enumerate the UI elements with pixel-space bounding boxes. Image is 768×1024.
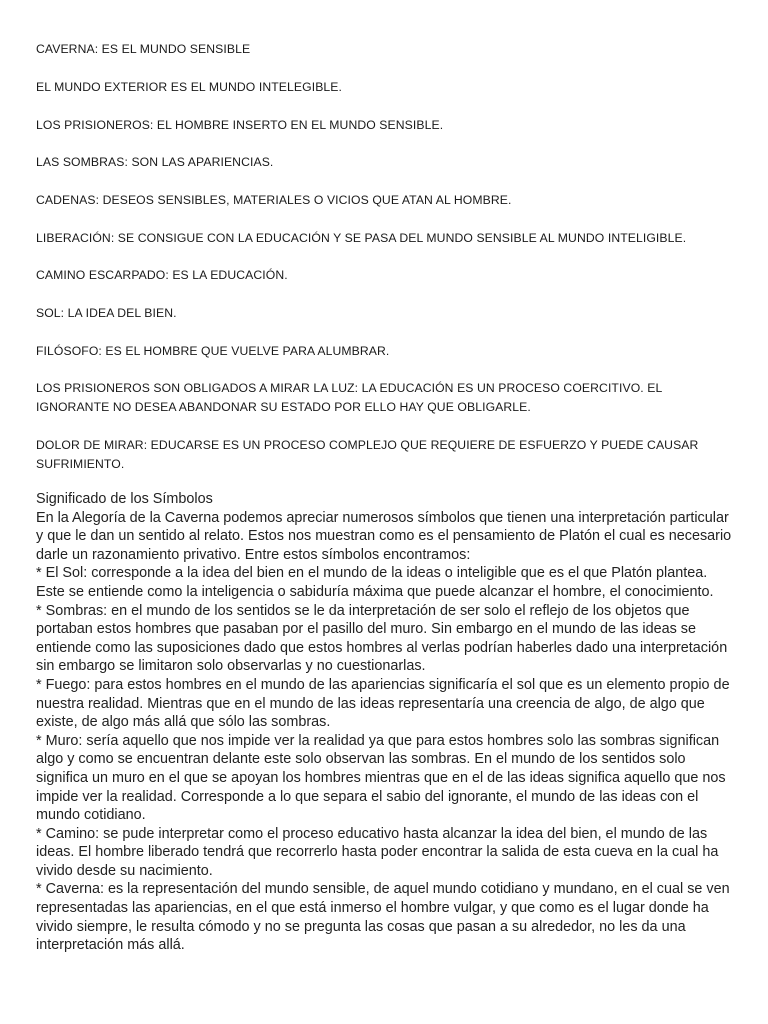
section-intro: En la Alegoría de la Caverna podemos apreciar numerosos símbolos que tienen una interpretación particular y que le dan un sentido al relato. Estos nos muestran como es el pensamiento de Platón el cual es necesario darle un razonamiento privativo. Entre estos símbolos encontramos: <box>36 509 732 563</box>
definition-sol: SOL: LA IDEA DEL BIEN. <box>36 306 177 320</box>
section-heading: Significado de los Símbolos <box>36 491 213 507</box>
definition-mundo-exterior: EL MUNDO EXTERIOR ES EL MUNDO INTELEGIBLE. <box>36 80 343 94</box>
definition-prisioneros: LOS PRISIONEROS: EL HOMBRE INSERTO EN EL MUNDO SENSIBLE. <box>36 118 444 132</box>
symbols-section <box>36 490 736 955</box>
symbol-item-sol: * El Sol: corresponde a la idea del bien en el mundo de la ideas o inteligible que es el que Platón plantea. Este se entiende como la inteligencia o sabiduría máxima que puede alcanzar el hombre, el conocimiento. <box>36 565 714 600</box>
symbol-item-fuego: * Fuego: para estos hombres en el mundo de las apariencias significaría el sol que es un elemento propio de nuestra realidad. Mientras que en el mundo de las ideas representaría una creencia de algo, de algo que existe, de algo más allá que sólo las sombras. <box>36 676 730 731</box>
definition-cadenas: CADENAS: DESEOS SENSIBLES, MATERIALES O VICIOS QUE ATAN AL HOMBRE. <box>36 193 512 207</box>
definition-caverna: CAVERNA: ES EL MUNDO SENSIBLE <box>36 42 251 56</box>
definition-sombras: LAS SOMBRAS: SON LAS APARIENCIAS. <box>36 155 274 169</box>
symbol-item-sombras: * Sombras: en el mundo de los sentidos se le da interpretación de ser solo el reflejo de los objetos que portaban estos hombres que pasaban por el pasillo del muro. Sin embargo en el mundo de las ideas se entiende como las suposiciones dado que estos hombres al verlas podrían haberles dado una interpretación sin embargo se limitaron solo observarlas y no cuestionarlas. <box>36 602 728 675</box>
definition-liberacion: LIBERACIÓN: SE CONSIGUE CON LA EDUCACIÓN Y SE PASA DEL MUNDO SENSIBLE AL MUNDO INTELIGIBLE. <box>36 231 687 245</box>
symbol-item-muro: * Muro: sería aquello que nos impide ver la realidad ya que para estos hombres solo las sombras significan algo y como se encuentran delante este solo observan las sombras. En el mundo de los sentidos solo significa un muro en el que se apoyan los hombres mientras que en el de las ideas significa aquello que nos impide ver la realidad. Corresponde a lo que separa el sabio del ignorante, el mundo de las ideas con el mundo cotidiano. <box>36 732 726 824</box>
definition-dolor-mirar: DOLOR DE MIRAR: EDUCARSE ES UN PROCESO COMPLEJO QUE REQUIERE DE ESFUERZO Y PUEDE CAUSAR SUFRIMIENTO. <box>36 438 699 471</box>
symbol-item-caverna: * Caverna: es la representación del mundo sensible, de aquel mundo cotidiano y mundano, en el cual se ven representadas las apariencias, en el que está inmerso el hombre vulgar, y que como es el lugar donde ha vivido siempre, le resulta cómodo y no se pregunta las cosas que pasan a su alrededor, no les da una interpretación más allá. <box>36 881 730 954</box>
definition-camino-escarpado: CAMINO ESCARPADO: ES LA EDUCACIÓN. <box>36 268 288 282</box>
definition-obligados-luz: LOS PRISIONEROS SON OBLIGADOS A MIRAR LA LUZ: LA EDUCACIÓN ES UN PROCESO COERCITIVO. EL IGNORANTE NO DESEA ABANDONAR SU ESTADO POR ELLO HAY QUE OBLIGARLE. <box>36 381 662 414</box>
definition-filosofo: FILÓSOFO: ES EL HOMBRE QUE VUELVE PARA ALUMBRAR. <box>36 344 390 358</box>
symbol-item-camino: * Camino: se pude interpretar como el proceso educativo hasta alcanzar la idea del bien, el mundo de las ideas. El hombre liberado tendrá que recorrerlo hasta poder encontrar la salida de esta cueva en la cual ha vivido desde su nacimiento. <box>36 825 719 879</box>
